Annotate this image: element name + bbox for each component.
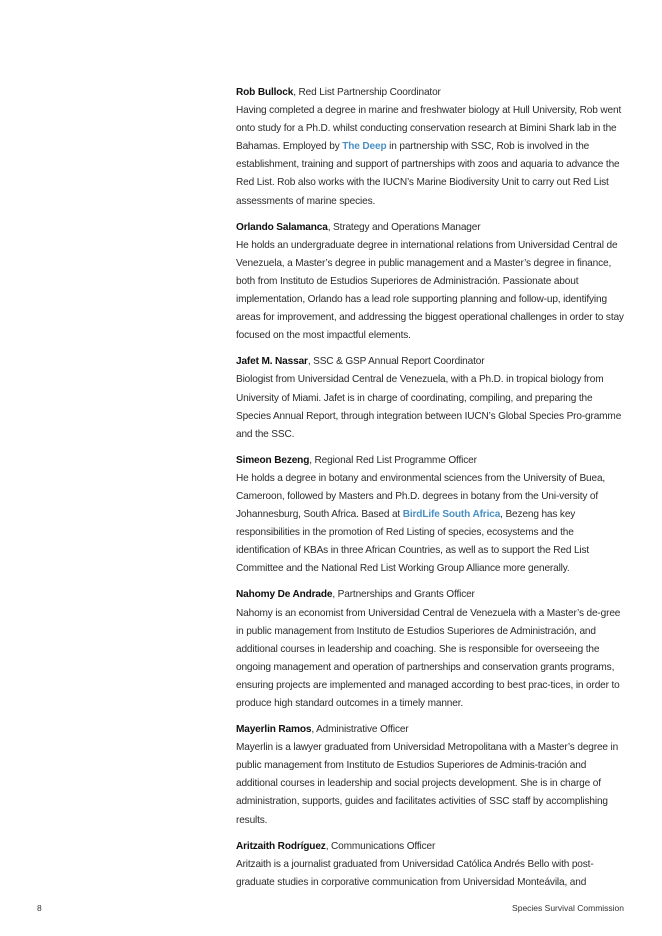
bio-name: Aritzaith Rodríguez bbox=[236, 840, 326, 852]
bio-role: , Administrative Officer bbox=[311, 724, 409, 736]
bio-name: Jafet M. Nassar bbox=[236, 356, 308, 368]
bio-role: , Communications Officer bbox=[325, 840, 436, 852]
bio-text: Biologist from Universidad Central de Venezuela, with a Ph.D. in tropical biology from University of Miami. Jafet is in charge of coordinating, compiling, and preparing the Species Annual Report, through integration between IUCN’s Global Species Pro-gramme and the SSC. bbox=[236, 374, 622, 440]
the-deep-link[interactable]: The Deep bbox=[342, 141, 387, 153]
bio-role: , SSC & GSP Annual Report Coordinator bbox=[307, 356, 485, 368]
footer-title: Species Survival Commission bbox=[512, 903, 624, 913]
bio-text: He holds an undergraduate degree in international relations from Universidad Central de Venezuela, a Master’s degree in public management and a Master’s degree in finance, both from Instituto de Estudios Superiores de Administración. Passionate about implementation, Orlando has a lead role supporting planning and follow-up, identifying areas for improvement, and addressing the biggest operational challenges in order to stay focused on the most impactful elements. bbox=[236, 239, 624, 342]
bio-mayerlin-ramos bbox=[236, 721, 626, 830]
bio-text: Nahomy is an economist from Universidad Central de Venezuela with a Master’s de-gree in public management from Instituto de Estudios Superiores de Administración, and additional courses in leadership and coaching. She is responsible for overseeing the ongoing management and operation of partnerships and conservation grants programs, ensuring projects are implemented and managed according to best prac-tices, in order to produce high standard outcomes in a timely manner. bbox=[236, 607, 621, 709]
bio-rob-bullock bbox=[236, 84, 626, 211]
bio-jafet-nassar bbox=[236, 353, 626, 443]
bio-name: Nahomy De Andrade bbox=[236, 589, 333, 601]
bio-name: Orlando Salamanca bbox=[236, 221, 328, 233]
bio-role: , Partnerships and Grants Officer bbox=[332, 589, 475, 601]
bio-text: Having completed a degree in marine and freshwater biology at Hull University, Rob went onto study for a Ph.D. whilst conducting conservation research at Bimini Shark lab in the Bahamas. Employed by The Deep in partnership with SSC, Rob is involved in the establishment, training and support of partnerships with zoos and aquaria to advance the Red List. Rob also works with the IUCN’s Marine Biodiversity Unit to carry out Red List assessments of marine species. bbox=[236, 105, 622, 207]
bio-name: Rob Bullock bbox=[236, 87, 294, 98]
bio-text: He holds a degree in botany and environmental sciences from the University of Buea, Cameroon, followed by Masters and Ph.D. degrees in botany from the Uni-versity of Johannesburg, South Africa. Based at BirdLife South Africa, Bezeng has key responsibilities in the promotion of Red Listing of species, ecosystems and the identification of KBAs in three African Countries, as well as to support the Red List Committee and the National Red List Working Group Alliance more generally. bbox=[236, 472, 606, 575]
bio-aritzaith-rodriguez bbox=[236, 838, 626, 892]
bio-orlando-salamanca bbox=[236, 219, 626, 346]
bio-simeon-bezeng bbox=[236, 452, 626, 579]
bio-role: , Strategy and Operations Manager bbox=[327, 221, 481, 233]
bio-name: Simeon Bezeng bbox=[236, 454, 310, 466]
bio-name: Mayerlin Ramos bbox=[236, 724, 312, 736]
page-number: 8 bbox=[37, 903, 42, 913]
bio-nahomy-de-andrade bbox=[236, 586, 626, 713]
bio-text: Aritzaith is a journalist graduated from Universidad Católica Andrés Bello with post-graduate studies in corporative communication from Universidad Monteávila, and bbox=[236, 858, 594, 888]
birdlife-south-africa-link[interactable]: BirdLife South Africa bbox=[402, 509, 501, 521]
bio-text: Mayerlin is a lawyer graduated from Universidad Metropolitana with a Master’s degree in public management from Instituto de Estudios Superiores de Adminis-tración and additional courses in leadership and social projects development. She is in charge of administration, supports, guides and facilitates activities of SSC staff by accomplishing results. bbox=[236, 742, 619, 826]
bio-role: , Regional Red List Programme Officer bbox=[309, 454, 477, 466]
bio-role: , Red List Partnership Coordinator bbox=[293, 87, 441, 98]
staff-bios bbox=[236, 84, 626, 900]
